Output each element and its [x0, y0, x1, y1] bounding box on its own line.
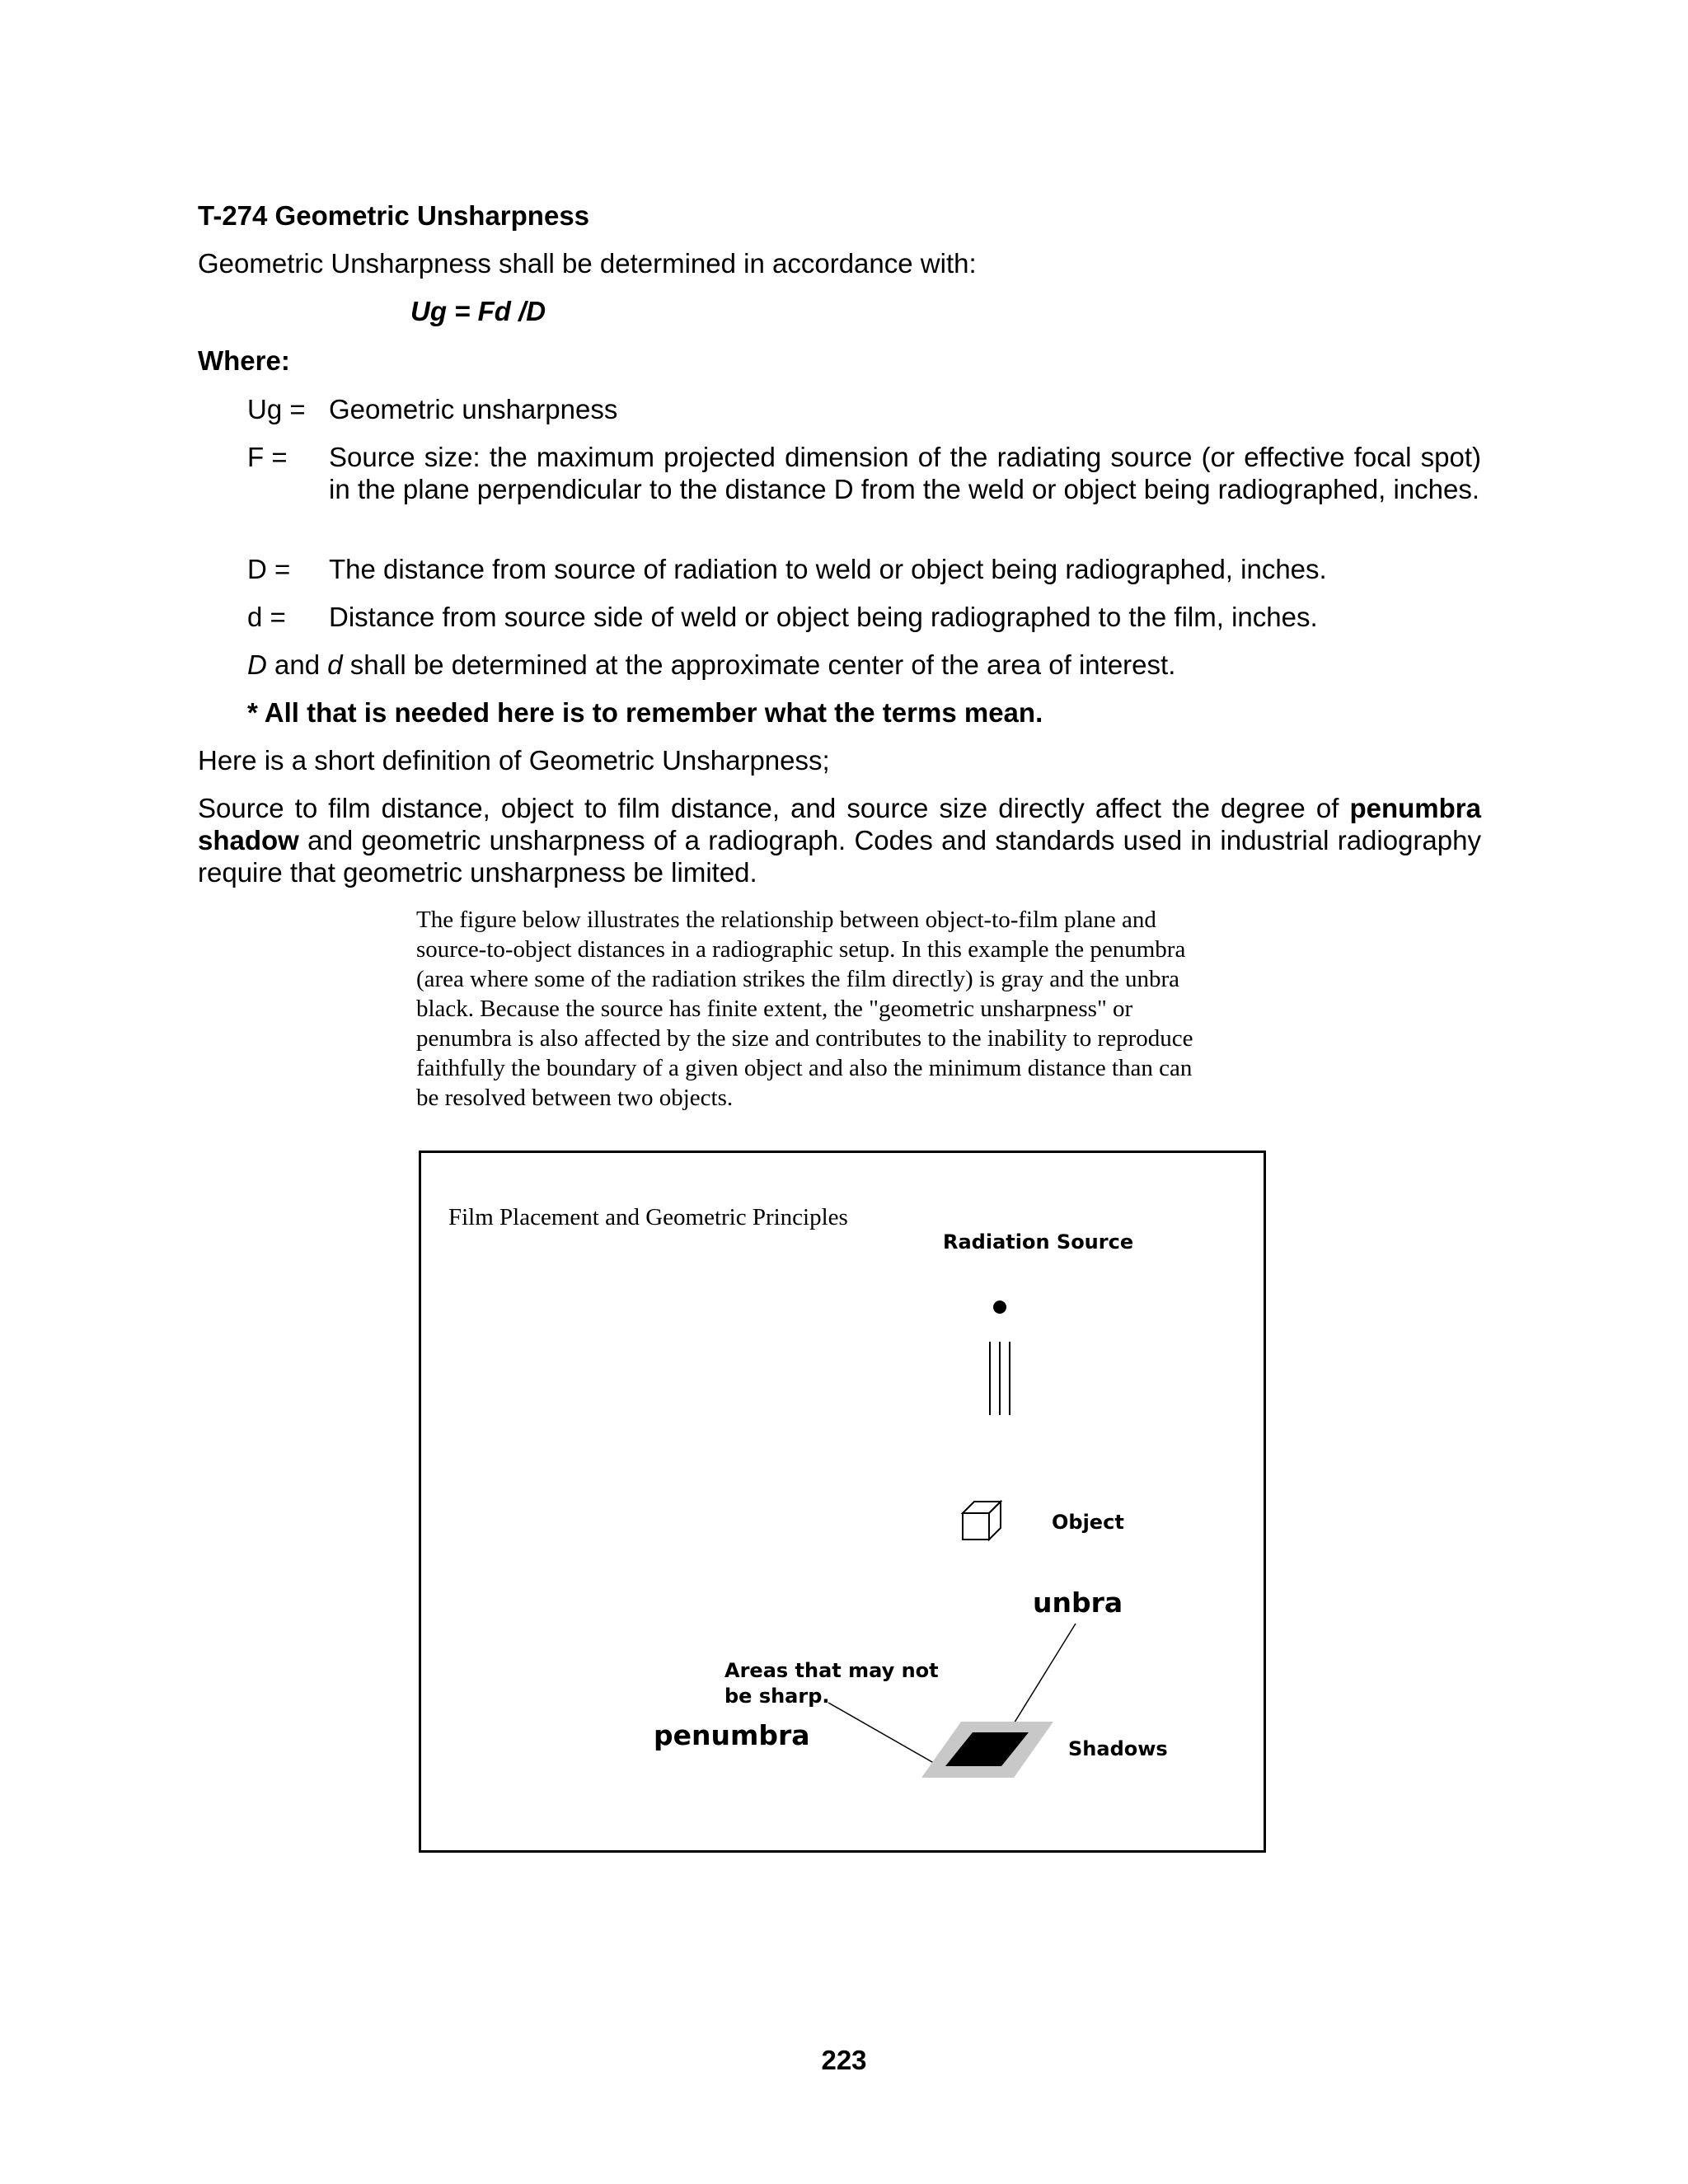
- radiation-source-dot: [993, 1301, 1006, 1314]
- areas-pointer: [828, 1703, 938, 1765]
- term-f: F =: [247, 442, 288, 472]
- object-cube-icon: [963, 1502, 1001, 1540]
- center-note-rest: shall be determined at the approximate center of the area of interest.: [342, 649, 1176, 680]
- paragraph-part1: Source to film distance, object to film distance, and source size directly affect the degree of: [198, 793, 1350, 823]
- intro-text: Geometric Unsharpness shall be determined in accordance with:: [198, 248, 977, 279]
- center-note-and: and: [266, 649, 328, 680]
- paragraph-bold: penumbra shadow: [198, 793, 1481, 855]
- figure-caption: [416, 905, 1193, 1113]
- definition-D: The distance from source of radiation to weld or object being radiographed, inches.: [329, 554, 1327, 584]
- definition-ug: Geometric unsharpness: [329, 394, 618, 424]
- shadows-label: Shadows: [1068, 1737, 1168, 1760]
- diagram: [421, 1153, 1264, 1850]
- caption-line: (area where some of the radiation strikes the film directly) is gray and the unbra: [416, 966, 1180, 992]
- formula: Ug = Fd /D: [410, 296, 546, 326]
- radiation-lines: [990, 1342, 1010, 1415]
- caption-line: The figure below illustrates the relationship between object-to-film plane and: [416, 907, 1156, 933]
- caption-line: penumbra is also affected by the size and contributes to the inability to reproduce: [416, 1025, 1193, 1052]
- diagram-title: Film Placement and Geometric Principles: [448, 1204, 848, 1230]
- caption-line: be resolved between two objects.: [416, 1085, 734, 1111]
- page-number: 223: [821, 2045, 867, 2075]
- where-label: Where:: [198, 345, 290, 376]
- definition-d: Distance from source side of weld or object being radiographed to the film, inches.: [329, 602, 1318, 632]
- section-heading: T-274 Geometric Unsharpness: [198, 200, 590, 231]
- radiation-source-label: Radiation Source: [943, 1230, 1134, 1254]
- term-d: d =: [247, 602, 286, 632]
- term-ug: Ug =: [247, 394, 306, 424]
- term-D: D =: [247, 554, 291, 584]
- body-paragraph: [198, 792, 1481, 888]
- definition-f: Source size: the maximum projected dimension of the radiating source (or effective focal spot) in the plane perpendicular to the distance D from the weld or object being radiographed, inches.: [329, 442, 1481, 504]
- areas-note-line2: be sharp.: [724, 1685, 830, 1708]
- center-note-D: D: [247, 649, 267, 680]
- penumbra-label: penumbra: [654, 1719, 810, 1751]
- caption-line: faithfully the boundary of a given object and also the minimum distance than can: [416, 1055, 1193, 1081]
- caption-line: source-to-object distances in a radiographic setup. In this example the penumbra: [416, 936, 1186, 963]
- center-note: [247, 649, 1175, 681]
- areas-note-line1: Areas that may not: [724, 1659, 939, 1682]
- paragraph-part2: and geometric unsharpness of a radiograph. Codes and standards used in industrial radiography require that geometric unsharpness be limited.: [198, 825, 1481, 888]
- diagram-frame: [419, 1151, 1266, 1853]
- caption-line: black. Because the source has finite extent, the "geometric unsharpness" or: [416, 996, 1133, 1022]
- object-label: Object: [1052, 1511, 1124, 1534]
- short-definition-intro: Here is a short definition of Geometric Unsharpness;: [198, 745, 830, 776]
- emphasis-note: * All that is needed here is to remember what the terms mean.: [247, 697, 1043, 728]
- unbra-label: unbra: [1033, 1586, 1123, 1619]
- center-note-d: d: [327, 649, 343, 680]
